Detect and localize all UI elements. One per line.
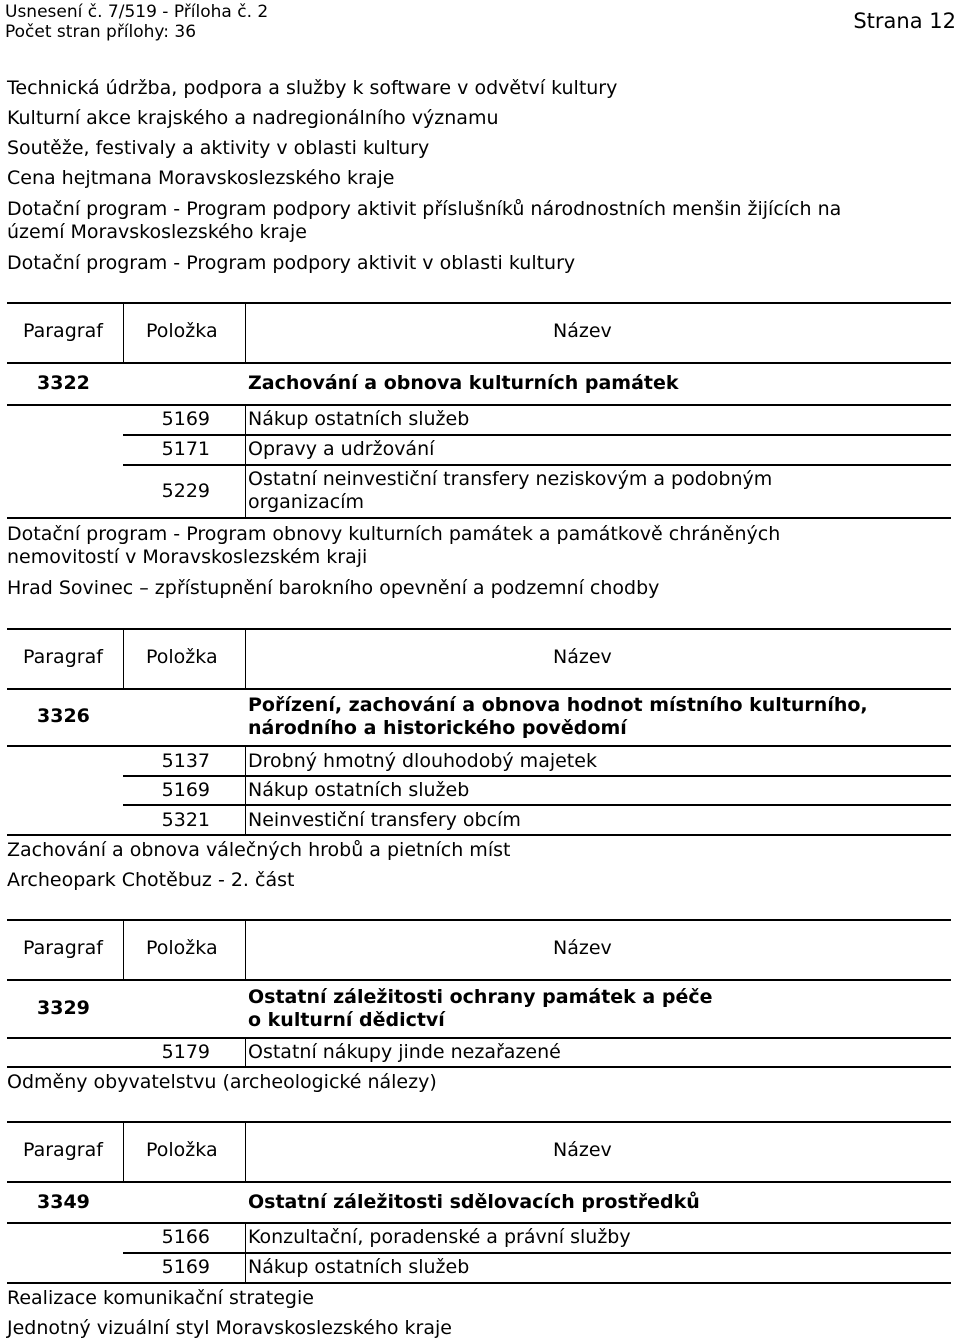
- row-rule: [123, 464, 951, 466]
- intro-line: Technická údržba, podpora a služby k software v odvětví kultury: [7, 77, 618, 99]
- column-header-polozka: Položka: [146, 646, 218, 668]
- column-header-polozka: Položka: [146, 320, 218, 342]
- row-rule: [123, 804, 951, 806]
- table-rule: [7, 1066, 951, 1068]
- table-rule: [7, 919, 951, 921]
- polozka-code: 5171: [161, 438, 210, 460]
- paragraf-title: Ostatní záležitosti ochrany památek a péče: [248, 986, 713, 1008]
- polozka-code: 5179: [161, 1041, 210, 1063]
- intro-line: Cena hejtmana Moravskoslezského kraje: [7, 167, 395, 189]
- column-header-paragraf: Paragraf: [23, 320, 103, 342]
- column-divider: [245, 302, 246, 362]
- intro-line: Dotační program - Program podpory aktivit příslušníků národnostních menšin žijících na: [7, 198, 842, 220]
- column-divider: [245, 1037, 246, 1066]
- paragraf-title: Pořízení, zachování a obnova hodnot místního kulturního,: [248, 694, 868, 716]
- table-rule: [7, 1282, 951, 1284]
- table-rule: [7, 688, 951, 690]
- row-rule: [123, 434, 951, 436]
- polozka-code: 5169: [161, 1256, 210, 1278]
- polozka-name: Nákup ostatních služeb: [248, 1256, 470, 1278]
- column-header-nazev: Název: [553, 1139, 612, 1161]
- column-header-paragraf: Paragraf: [23, 646, 103, 668]
- table-rule: [7, 517, 951, 519]
- column-header-nazev: Název: [553, 320, 612, 342]
- polozka-name: Nákup ostatních služeb: [248, 779, 470, 801]
- intro-line: území Moravskoslezského kraje: [7, 221, 307, 243]
- program-note: Realizace komunikační strategie: [7, 1287, 314, 1309]
- column-divider: [123, 628, 124, 688]
- paragraf-title: Zachování a obnova kulturních památek: [248, 372, 679, 394]
- column-divider: [123, 919, 124, 979]
- polozka-name: Konzultační, poradenské a právní služby: [248, 1226, 631, 1248]
- polozka-code: 5169: [161, 408, 210, 430]
- paragraf-title: o kulturní dědictví: [248, 1009, 445, 1031]
- table-rule: [7, 1037, 951, 1039]
- program-note: Dotační program - Program obnovy kulturních památek a památkově chráněných: [7, 523, 781, 545]
- column-divider: [245, 745, 246, 834]
- paragraf-code: 3329: [37, 997, 90, 1019]
- column-header-paragraf: Paragraf: [23, 937, 103, 959]
- column-divider: [245, 919, 246, 979]
- table-rule: [7, 1121, 951, 1123]
- table-rule: [7, 834, 951, 836]
- column-divider: [123, 302, 124, 362]
- program-note: Archeopark Chotěbuz - 2. část: [7, 869, 295, 891]
- row-rule: [123, 775, 951, 777]
- table-rule: [7, 404, 951, 406]
- table-rule: [7, 1222, 951, 1224]
- column-divider: [245, 628, 246, 688]
- polozka-name: Neinvestiční transfery obcím: [248, 809, 521, 831]
- paragraf-title: národního a historického povědomí: [248, 717, 627, 739]
- polozka-name: Nákup ostatních služeb: [248, 408, 470, 430]
- polozka-code: 5321: [161, 809, 210, 831]
- table-rule: [7, 979, 951, 981]
- program-note: Zachování a obnova válečných hrobů a pietních míst: [7, 839, 511, 861]
- column-header-paragraf: Paragraf: [23, 1139, 103, 1161]
- column-header-nazev: Název: [553, 937, 612, 959]
- program-note: Jednotný vizuální styl Moravskoslezského kraje: [7, 1317, 452, 1339]
- polozka-name: Ostatní neinvestiční transfery neziskovým a podobným: [248, 468, 773, 490]
- intro-line: Kulturní akce krajského a nadregionálního významu: [7, 107, 499, 129]
- column-divider: [245, 404, 246, 518]
- column-header-polozka: Položka: [146, 937, 218, 959]
- table-rule: [7, 362, 951, 364]
- table-rule: [7, 1181, 951, 1183]
- table-rule: [7, 745, 951, 747]
- column-divider: [123, 1121, 124, 1181]
- column-header-polozka: Položka: [146, 1139, 218, 1161]
- intro-line: Dotační program - Program podpory aktivit v oblasti kultury: [7, 252, 576, 274]
- paragraf-code: 3326: [37, 705, 90, 727]
- table-rule: [7, 302, 951, 304]
- polozka-code: 5169: [161, 779, 210, 801]
- polozka-name: organizacím: [248, 491, 364, 513]
- row-rule: [123, 1252, 951, 1254]
- polozka-code: 5137: [161, 750, 210, 772]
- column-header-nazev: Název: [553, 646, 612, 668]
- polozka-code: 5229: [161, 480, 210, 502]
- column-divider: [245, 1121, 246, 1181]
- resolution-reference: Usnesení č. 7/519 - Příloha č. 2: [5, 2, 269, 22]
- program-note: nemovitostí v Moravskoslezském kraji: [7, 546, 368, 568]
- table-rule: [7, 628, 951, 630]
- polozka-name: Drobný hmotný dlouhodobý majetek: [248, 750, 597, 772]
- paragraf-code: 3349: [37, 1191, 90, 1213]
- paragraf-title: Ostatní záležitosti sdělovacích prostředků: [248, 1191, 700, 1213]
- polozka-code: 5166: [161, 1226, 210, 1248]
- paragraf-code: 3322: [37, 372, 90, 394]
- intro-line: Soutěže, festivaly a aktivity v oblasti kultury: [7, 137, 430, 159]
- program-note: Odměny obyvatelstvu (archeologické nálezy): [7, 1071, 437, 1093]
- polozka-name: Opravy a udržování: [248, 438, 435, 460]
- program-note: Hrad Sovinec – zpřístupnění barokního opevnění a podzemní chodby: [7, 577, 660, 599]
- page-number: Strana 12: [853, 9, 956, 33]
- polozka-name: Ostatní nákupy jinde nezařazené: [248, 1041, 561, 1063]
- attachment-page-count: Počet stran přílohy: 36: [5, 22, 197, 42]
